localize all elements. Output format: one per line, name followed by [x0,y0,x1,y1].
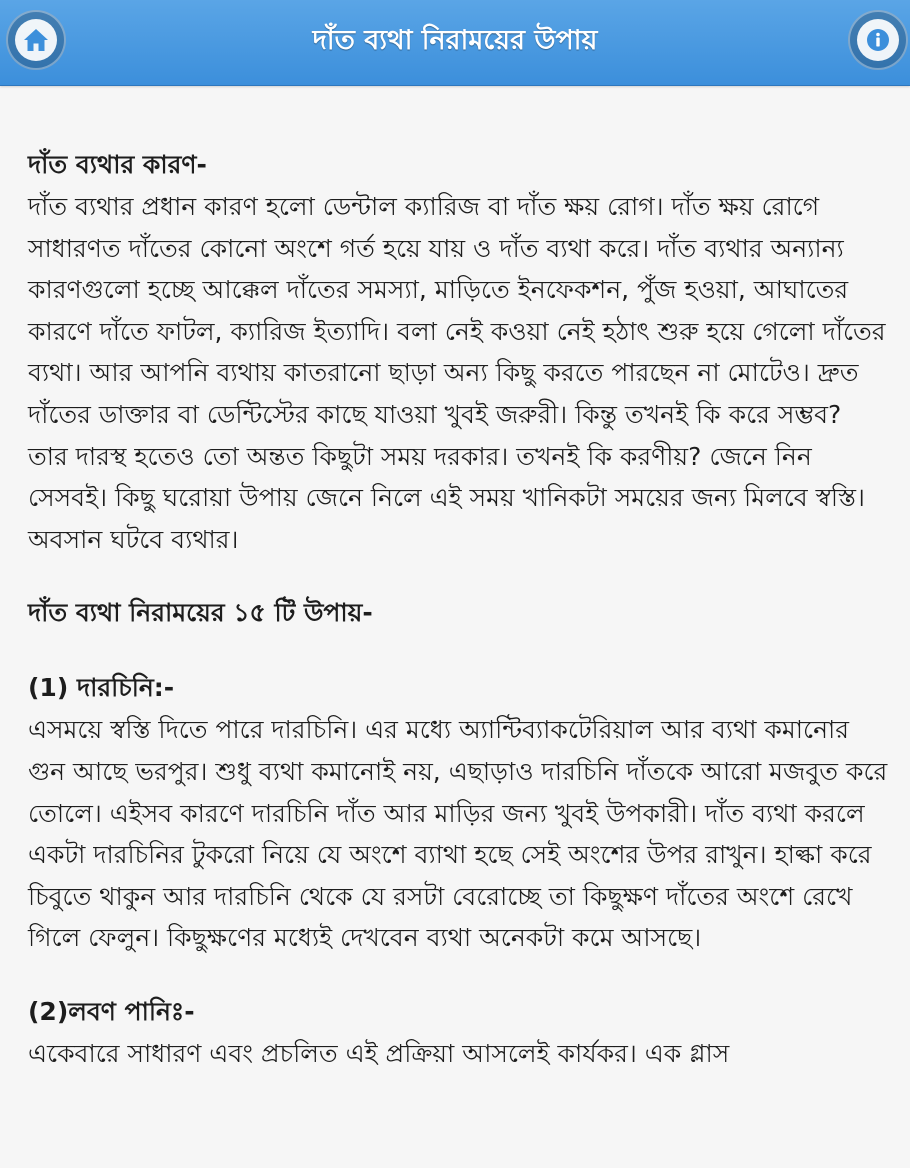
remedy-heading-cinnamon: (1) দারচিনি:- [28,673,175,703]
spacer [28,560,888,592]
home-button[interactable] [6,10,66,70]
home-icon [15,19,57,61]
section-heading-cause: দাঁত ব্যথার কারণ- [28,150,207,179]
remedy-body-salt-water: একেবারে সাধারণ এবং প্রচলিত এই প্রক্রিয়া আসলেই কার্যকর। এক গ্লাস [28,1038,730,1068]
section-body-cause: দাঁত ব্যথার প্রধান কারণ হলো ডেন্টাল ক্যারিজ বা দাঁত ক্ষয় রোগ। দাঁত ক্ষয় রোগে সাধারণত দাঁতের কোনো অংশে গর্ত হয়ে যায় ও দাঁত ব্যথা করে। দাঁত ব্যথার অন্যান্য কারণগুলো হচ্ছে আক্কেল দাঁতের সমস্যা, মাড়িতে ইনফেকশন, পুঁজ হওয়া, আঘাতের কারণে দাঁতে ফাটল, ক্যারিজ ইত্যাদি। বলা নেই কওয়া নেই হঠাৎ শুরু হয়ে গেলো দাঁতের ব্যথা। আর আপনি ব্যথায় কাতরানো ছাড়া অন্য কিছু করতে পারছেন না মোটেও। দ্রুত দাঁতের ডাক্তার বা ডেন্টিস্টের কাছে যাওয়া খুবই জরুরী। কিন্তু তখনই কি করে সম্ভব? তার দারস্থ হতেও তো অন্তত কিছুটা সময় দরকার। তখনই কি করণীয়? জেনে নিন সেসবই। কিছু ঘরোয়া উপায় জেনে নিলে এই সময় খানিকটা সময়ের জন্য মিলবে স্বস্তি। অবসান ঘটবে ব্যথার। [28,192,886,554]
article-content[interactable] [0,86,910,1168]
info-button[interactable] [848,10,908,70]
spacer [28,634,888,667]
remedy-body-cinnamon: এসময়ে স্বস্তি দিতে পারে দারচিনি। এর মধ্যে অ্যান্টিব্যাকটেরিয়াল আর ব্যথা কমানোর গুন আছে ভরপুর। শুধু ব্যথা কমানোই নয়, এছাড়াও দারচিনি দাঁতকে আরো মজবুত করে তোলে। এইসব কারণে দারচিনি দাঁত আর মাড়ির জন্য খুবই উপকারী। দাঁত ব্যথা করলে একটা দারচিনির টুকরো নিয়ে যে অংশে ব্যাথা হছে সেই অংশের উপর রাখুন। হাল্কা করে চিবুতে থাকুন আর দারচিনি থেকে যে রসটা বেরোচ্ছে তা কিছুক্ষণ দাঁতের অংশে রেখে গিলে ফেলুন। কিছুক্ষণের মধ্যেই দেখবেন ব্যথা অনেকটা কমে আসছে। [28,715,888,953]
app-header [0,0,910,86]
section-heading-remedies: দাঁত ব্যথা নিরাময়ের ১৫ টি উপায়- [28,598,373,628]
info-icon [857,19,899,61]
remedy-heading-salt-water: (2)লবণ পানিঃ- [28,996,195,1026]
spacer [28,959,888,991]
page-title: দাঁত ব্যথা নিরাময়ের উপায় [312,25,598,56]
